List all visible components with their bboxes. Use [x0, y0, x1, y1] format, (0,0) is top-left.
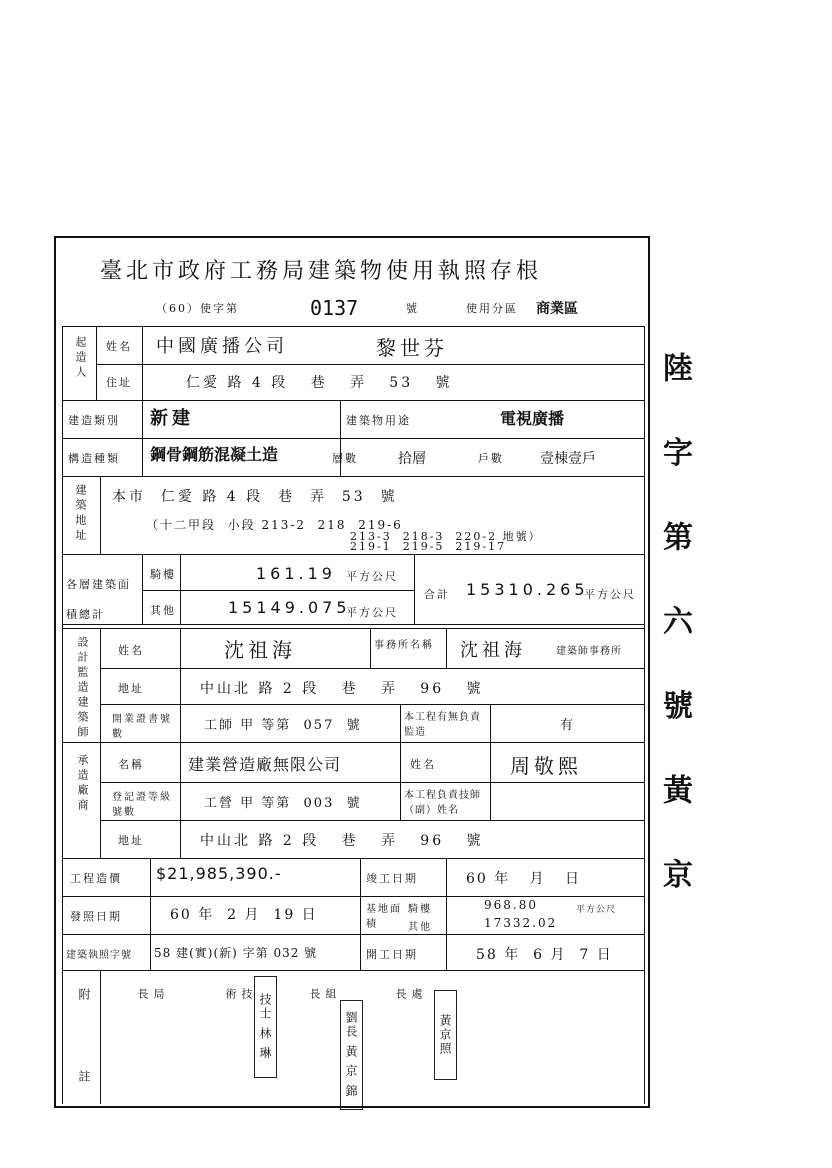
architect-addr-label: 地址 — [118, 682, 144, 695]
start-value: 58 年 6 月 7 日 — [476, 947, 613, 963]
site-other-value: 17332.02 — [484, 916, 558, 930]
site-arcade-value: 968.80 — [484, 898, 538, 912]
rule — [490, 704, 491, 820]
build-permit-value: 58 建(實)(新) 字第 032 號 — [154, 946, 318, 960]
other-area-unit: 平方公尺 — [346, 606, 398, 619]
cost-value: $21,985,390.- — [156, 864, 282, 883]
contractor-addr: 中山北 路 2 段 巷 弄 96 號 — [200, 833, 484, 849]
contractor-name-label: 名稱 — [118, 758, 144, 771]
builder-address-label: 住址 — [106, 376, 132, 389]
contractor-person-label: 姓名 — [410, 758, 436, 771]
builder-rep: 黎世芬 — [376, 336, 448, 360]
rule — [62, 624, 644, 625]
rule — [100, 970, 101, 1104]
floors-label: 層數 — [332, 452, 358, 465]
permit-number: 0137 — [310, 296, 359, 320]
signature-cell: 處長 — [394, 988, 423, 1047]
rule — [100, 820, 644, 821]
rule — [142, 326, 143, 400]
form-title: 臺北市政府工務局建築物使用執照存根 — [100, 259, 543, 284]
office-suffix: 建築師事務所 — [556, 646, 622, 657]
license-label: 開業證書號數 — [112, 714, 172, 740]
site-address-line2: （十二甲段 小段 213-2 218 219-6 — [146, 518, 403, 532]
rule — [644, 326, 645, 1104]
permit-form — [54, 236, 650, 1108]
construction-type-value: 新建 — [150, 408, 194, 429]
arcade-area-unit: 平方公尺 — [346, 570, 398, 583]
rule — [142, 590, 414, 591]
site-other-label: 其他 — [408, 922, 432, 933]
zone-value: 商業區 — [536, 301, 578, 317]
site-address-label: 建築地址 — [74, 484, 87, 544]
builder-label: 起造人 — [74, 336, 87, 381]
cost-label: 工程造價 — [70, 872, 122, 885]
total-area-value: 15310.265 — [466, 580, 589, 599]
total-area-label: 合計 — [424, 588, 450, 601]
site-address-line4: 219-1 219-5 219-17 — [350, 540, 507, 553]
rule — [62, 554, 644, 555]
permit-prefix: （60）使字第 — [156, 302, 239, 315]
issue-label: 發照日期 — [70, 910, 122, 923]
tech-label: 本工程負責技師（副）姓名 — [404, 790, 481, 816]
build-permit-label: 建築執照字號 — [66, 950, 132, 961]
other-area-value: 15149.075 — [228, 598, 351, 617]
site-address-line1: 本市 仁愛 路 4 段 巷 弄 53 號 — [112, 489, 398, 505]
site-area-label: 基地面積 — [366, 904, 402, 930]
rule — [100, 628, 101, 858]
builder-name-label: 姓名 — [106, 340, 132, 353]
site-address-line3: 213-3 218-3 220-2 地號） — [350, 530, 542, 543]
supervisor-value: 有 — [560, 718, 576, 733]
contractor-person: 周敬熙 — [510, 754, 582, 778]
rule — [180, 554, 181, 624]
complete-value: 60 年 月 日 — [466, 871, 581, 887]
total-area-unit: 平方公尺 — [584, 588, 636, 601]
site-area-unit: 平方公尺 — [576, 905, 617, 915]
rule — [142, 400, 143, 476]
other-area-label: 其他 — [150, 604, 176, 617]
site-arcade-label: 騎樓 — [408, 904, 432, 915]
rule — [62, 970, 644, 971]
architect-name-label: 姓名 — [118, 644, 144, 657]
structure-type-value: 鋼骨鋼筋混凝土造 — [150, 445, 279, 464]
remarks-label: 附註 — [77, 988, 91, 1152]
rule — [62, 326, 63, 1104]
rule — [446, 628, 447, 668]
rule — [100, 476, 101, 554]
rule — [62, 476, 644, 477]
floors-value: 拾層 — [398, 451, 426, 467]
rule — [400, 704, 401, 820]
rule — [100, 668, 644, 669]
builder-address: 仁愛 路 4 段 巷 弄 53 號 — [186, 375, 453, 391]
rule — [62, 326, 644, 327]
official-stamp: 技士 林 琳 — [254, 976, 277, 1078]
area-row-label: 各層建築面積總計 — [66, 578, 131, 621]
builder-name: 中國廣播公司 — [156, 336, 288, 357]
issue-value: 60 年 2 月 19 日 — [170, 907, 318, 923]
registration-label: 登記證等級號數 — [112, 792, 172, 818]
units-value: 壹棟壹戶 — [540, 451, 596, 467]
rule — [62, 742, 644, 743]
signature-cell: 技術 — [224, 988, 253, 1047]
signature-area — [126, 980, 466, 1080]
license-value: 工師 甲 等第 057 號 — [204, 718, 362, 733]
rule — [370, 628, 371, 668]
side-text: 陸 字 第 六 號 黃 京 — [657, 352, 692, 911]
rule — [142, 554, 143, 624]
rule — [446, 858, 447, 970]
office-name: 沈祖海 — [460, 640, 526, 661]
zone-label: 使用分區 — [466, 302, 518, 315]
building-use-label: 建築物用途 — [346, 414, 411, 427]
supervisor-label: 本工程有無負責監造 — [404, 712, 481, 738]
structure-type-label: 構造種類 — [68, 452, 120, 465]
contractor-label: 承造廠商 — [76, 754, 89, 814]
permit-suffix: 號 — [406, 302, 419, 315]
rule — [100, 782, 644, 783]
contractor-addr-label: 地址 — [118, 834, 144, 847]
official-stamp: 黃京照 — [434, 990, 457, 1080]
architect-name: 沈祖海 — [224, 638, 296, 662]
office-label: 事務所名稱 — [374, 640, 434, 651]
construction-type-label: 建造類別 — [68, 414, 120, 427]
rule — [62, 628, 644, 629]
contractor-name: 建業營造廠無限公司 — [188, 755, 342, 774]
units-label: 戶數 — [478, 452, 504, 465]
rule — [100, 704, 644, 705]
rule — [62, 438, 644, 439]
arcade-area-value: 161.19 — [256, 564, 336, 583]
signature-cell: 組長 — [308, 988, 337, 1047]
official-stamp: 劉長 黃 京 錦 — [340, 1000, 363, 1110]
rule — [360, 858, 361, 970]
building-use-value: 電視廣播 — [500, 409, 565, 428]
arcade-area-label: 騎樓 — [150, 568, 176, 581]
architect-label: 設計監造建築師 — [76, 636, 89, 741]
rule — [414, 554, 415, 624]
start-label: 開工日期 — [366, 948, 418, 961]
architect-addr: 中山北 路 2 段 巷 弄 96 號 — [200, 681, 484, 697]
signature-cell: 局長 — [136, 988, 165, 1047]
rule — [96, 364, 644, 365]
rule — [96, 326, 97, 400]
complete-label: 竣工日期 — [366, 872, 418, 885]
registration-value: 工營 甲 等第 003 號 — [204, 796, 362, 811]
rule — [150, 858, 151, 970]
rule — [180, 628, 181, 858]
rule — [62, 400, 644, 401]
